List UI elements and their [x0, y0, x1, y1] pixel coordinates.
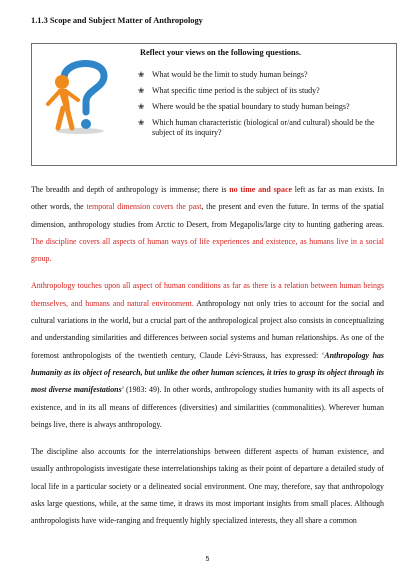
- levi-strauss-quote: Anthropology has humanity as its object of research, but unlike the other human sciences, it tries to grasp its object through its most diverse manifestations: [31, 350, 384, 395]
- text-run: left as far as man exists. In other words, the: [31, 185, 384, 212]
- text-run: The breadth and depth of anthropology is immense; there is: [31, 185, 230, 194]
- list-item: [135, 70, 393, 80]
- text-run: , the present and even the future. In terms of the spatial dimension, anthropology studies from Arctic to Desert, from Megapolis/large city to hunting gathering areas.: [31, 202, 384, 229]
- section-title: 1.1.3 Scope and Subject Matter of Anthropology: [31, 16, 203, 25]
- flower-bullet-icon: ❀: [138, 102, 145, 111]
- text-run: The discipline also accounts for the interrelationships between different aspects of human existence, and usually anthropologists investigate these interrelationships taking as their point of departure a detailed study of local life in a particular society or a delineated social environment. One may, therefore, say that anthropology asks large questions, while, at the same time, it draws its most important insights from small places. Although anthropologists have wide-ranging and frequently highly specialized interests, they all share a common: [31, 447, 384, 526]
- question-text: What would be the limit to study human beings?: [152, 70, 308, 79]
- paragraph-conditions: [31, 277, 384, 433]
- reflect-heading: Reflect your views on the following questions.: [140, 48, 301, 57]
- list-item: [135, 118, 393, 139]
- paragraph-breadth: [31, 181, 384, 267]
- question-text: Which human characteristic (biological or/and cultural) should be the subject of its inquiry?: [152, 118, 375, 138]
- flower-bullet-icon: ❀: [138, 70, 145, 79]
- list-item: [135, 86, 393, 96]
- flower-bullet-icon: ❀: [138, 86, 145, 95]
- flower-bullet-icon: ❀: [138, 118, 145, 127]
- highlight-temporal: temporal dimension covers the past: [86, 202, 202, 212]
- body-text: [31, 181, 384, 540]
- page-number: 5: [205, 556, 210, 563]
- highlight-no-time-space: no time and space: [229, 185, 292, 194]
- question-mark-person-icon: [34, 52, 134, 136]
- text-run: ’ (1983: 49). In other words, anthropology studies humanity with its all aspects of existence, and in its all means of differences (diversities) and similarities (commonalities). Wherever human beings live, there is always anthropology.: [31, 385, 384, 429]
- question-list: [135, 70, 393, 144]
- list-item: [135, 102, 393, 112]
- reflection-box: [31, 43, 397, 166]
- question-text: Where would be the spatial boundary to study human beings?: [152, 102, 350, 111]
- highlight-human-conditions: Anthropology touches upon all aspect of human conditions as far as there is a relation between human beings themselves, and humans and natural environment.: [31, 281, 384, 308]
- text-run: Anthropology not only tries to account for the social and cultural variations in the world, but a crucial part of the anthropological project also consists in conceptualizing and understanding similarities and differences between social systems and human relationships. As one of the foremost anthropologists of the twentieth century, Claude Lévi-Strauss, has expressed: ‘: [31, 298, 384, 360]
- highlight-discipline-covers: The discipline covers all aspects of human ways of life experiences and existence, as humans live in a social group.: [31, 236, 384, 264]
- question-text: What specific time period is the subject of its study?: [152, 86, 320, 95]
- paragraph-interrelationships: [31, 443, 384, 529]
